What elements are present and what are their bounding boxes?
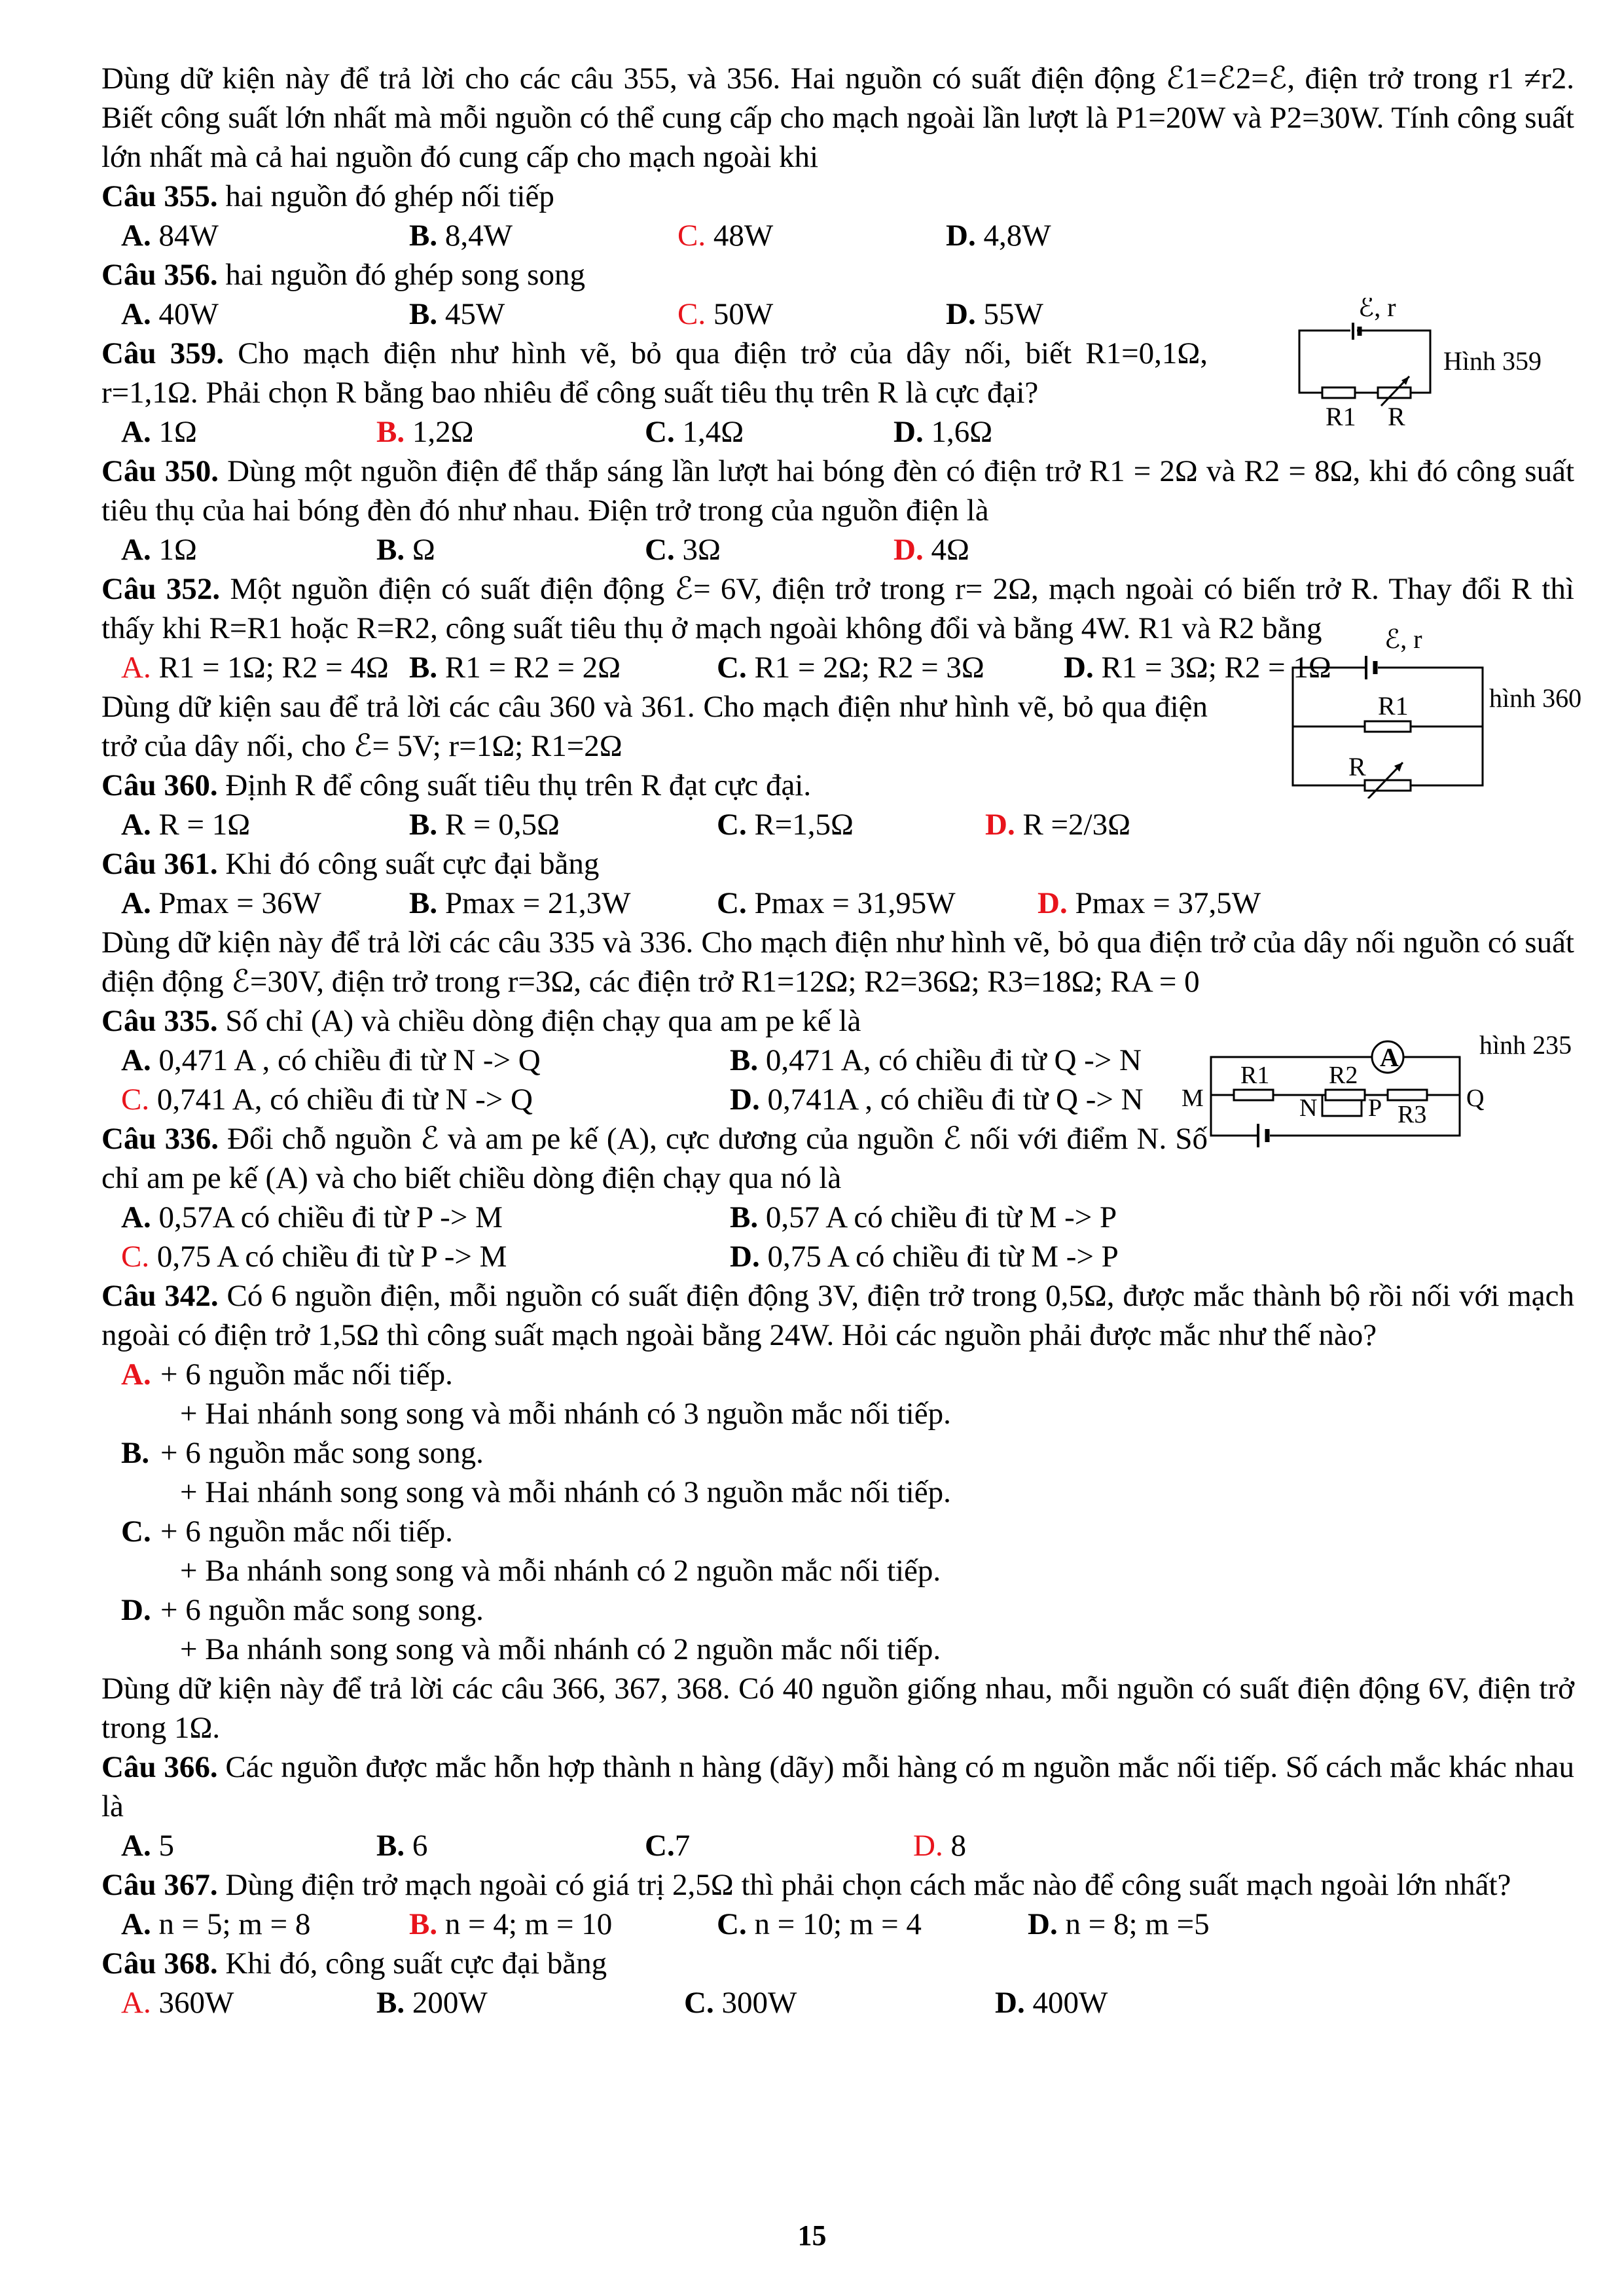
option-d[interactable] bbox=[946, 295, 1240, 334]
option-key: A. bbox=[121, 219, 151, 253]
option-key: B. bbox=[409, 886, 438, 920]
option-text: R1 = 2Ω; R2 = 3Ω bbox=[746, 651, 984, 685]
option-d[interactable] bbox=[946, 216, 1240, 255]
intro-366: Dùng dữ kiện này để trả lời các câu 366, 367, 368. Có 40 nguồn giống nhau, mỗi nguồn có suất điện động 6V, điện trở trong 1Ω. bbox=[101, 1672, 1574, 1745]
option-key: B. bbox=[409, 297, 438, 331]
option-line-1: + 6 nguồn mắc nối tiếp. bbox=[160, 1515, 453, 1549]
option-c[interactable] bbox=[645, 412, 893, 452]
option-line-1: + 6 nguồn mắc song song. bbox=[160, 1436, 484, 1470]
label-r3: R3 bbox=[1398, 1101, 1427, 1128]
question-text: Dùng điện trở mạch ngoài có giá trị 2,5Ω thì phải chọn cách mắc nào để công suất mạch ngoài lớn nhất? bbox=[225, 1868, 1511, 1902]
option-d[interactable] bbox=[1038, 884, 1261, 923]
option-b[interactable] bbox=[376, 1983, 684, 2022]
option-c[interactable] bbox=[121, 1237, 730, 1276]
option-c[interactable] bbox=[101, 1512, 1574, 1590]
question-label: Câu 350. bbox=[101, 454, 219, 488]
question-label: Câu 359. bbox=[101, 336, 225, 370]
question-text: hai nguồn đó ghép nối tiếp bbox=[225, 179, 554, 213]
option-text: n = 8; m =5 bbox=[1057, 1907, 1210, 1941]
question-text: Đổi chỗ nguồn ℰ và am pe kế (A), cực dương của nguồn ℰ nối với điểm N. Số chỉ am pe kế (A) và cho biết chiều dòng điện chạy qua nó là bbox=[101, 1122, 1208, 1195]
option-text: 0,57 A có chiều đi từ M -> P bbox=[758, 1200, 1117, 1234]
caption-360: hình 360 bbox=[1489, 683, 1582, 713]
option-key: C. bbox=[645, 1829, 675, 1863]
question-361 bbox=[101, 844, 1574, 884]
option-key: A. bbox=[121, 1357, 151, 1391]
option-key: C. bbox=[121, 1515, 151, 1549]
option-key: A. bbox=[121, 1043, 151, 1077]
question-367 bbox=[101, 1865, 1574, 1905]
option-text: 200W bbox=[405, 1986, 488, 2020]
option-key: D. bbox=[985, 808, 1015, 842]
option-key: B. bbox=[730, 1043, 759, 1077]
option-key: D. bbox=[995, 1986, 1025, 2020]
resistor-r1 bbox=[1365, 721, 1411, 732]
option-key: A. bbox=[121, 1829, 151, 1863]
option-d[interactable] bbox=[893, 530, 1188, 569]
option-text: Pmax = 36W bbox=[151, 886, 321, 920]
question-342 bbox=[101, 1276, 1574, 1355]
label-r: R bbox=[1388, 402, 1405, 429]
option-key: C. bbox=[677, 297, 706, 331]
option-a[interactable] bbox=[121, 1198, 730, 1237]
intro-360: Dùng dữ kiện sau để trả lời các câu 360 và 361. Cho mạch điện như hình vẽ, bỏ qua điện trở của dây nối, cho ℰ= 5V; r=1Ω; R1=2Ω bbox=[101, 690, 1208, 763]
option-text: n = 4; m = 10 bbox=[437, 1907, 613, 1941]
option-text: 7 bbox=[674, 1829, 691, 1863]
ammeter-label: A bbox=[1380, 1043, 1399, 1072]
option-a[interactable] bbox=[121, 1983, 376, 2022]
question-label: Câu 361. bbox=[101, 847, 218, 881]
option-key: D. bbox=[730, 1083, 760, 1117]
option-key: B. bbox=[409, 1907, 438, 1941]
option-c[interactable] bbox=[717, 805, 985, 844]
option-d[interactable] bbox=[893, 412, 1188, 452]
option-text: 1Ω bbox=[151, 415, 197, 449]
option-text: 55W bbox=[975, 297, 1043, 331]
option-text: Pmax = 37,5W bbox=[1067, 886, 1261, 920]
option-line-1: + 6 nguồn mắc song song. bbox=[160, 1593, 484, 1627]
option-c[interactable] bbox=[717, 648, 1064, 687]
options-366 bbox=[101, 1826, 1574, 1865]
option-d[interactable] bbox=[1028, 1905, 1210, 1944]
option-c[interactable] bbox=[717, 1905, 1028, 1944]
option-text: R1 = 1Ω; R2 = 4Ω bbox=[151, 651, 389, 685]
option-key: C. bbox=[121, 1240, 150, 1274]
intro-335: Dùng dữ kiện này để trả lời các câu 335 và 336. Cho mạch điện như hình vẽ, bỏ qua điện trở của dây nối nguồn có suất điện động ℰ=30V, điện trở trong r=3Ω, các điện trở R1=12Ω; R2=36Ω; R3=18Ω; RA = 0 bbox=[101, 925, 1574, 999]
option-d[interactable] bbox=[913, 1826, 1208, 1865]
option-text: R =2/3Ω bbox=[1015, 808, 1131, 842]
question-text: Khi đó công suất cực đại bằng bbox=[225, 847, 600, 881]
option-text: 1,6Ω bbox=[923, 415, 993, 449]
option-text: n = 10; m = 4 bbox=[746, 1907, 922, 1941]
option-text: 300W bbox=[713, 1986, 797, 2020]
option-key: D. bbox=[946, 219, 976, 253]
question-text: Khi đó, công suất cực đại bằng bbox=[225, 1946, 607, 1981]
option-text: 4Ω bbox=[923, 533, 969, 567]
option-key: D. bbox=[730, 1240, 760, 1274]
option-c[interactable] bbox=[717, 884, 1038, 923]
option-key: B. bbox=[121, 1436, 150, 1470]
option-text: 400W bbox=[1024, 1986, 1108, 2020]
option-b[interactable] bbox=[409, 1905, 717, 1944]
option-text: n = 5; m = 8 bbox=[151, 1907, 311, 1941]
option-c[interactable] bbox=[645, 530, 893, 569]
option-key: B. bbox=[376, 415, 405, 449]
question-text: Một nguồn điện có suất điện động ℰ= 6V, điện trở trong r= 2Ω, mạch ngoài có biến trở R. Thay đổi R thì thấy khi R=R1 hoặc R=R2, công suất tiêu thụ ở mạch ngoài không đổi và bằng 4W. R1 và R2 bằng bbox=[101, 572, 1574, 645]
option-text: 1,4Ω bbox=[674, 415, 744, 449]
option-b[interactable] bbox=[409, 648, 717, 687]
circuit-wire bbox=[1299, 331, 1430, 393]
option-text: 0,741 A, có chiều đi từ N -> Q bbox=[149, 1083, 533, 1117]
question-350 bbox=[101, 452, 1574, 530]
question-355 bbox=[101, 177, 1574, 216]
label-source: ℰ, r bbox=[1358, 298, 1396, 322]
page-number: 15 bbox=[797, 2219, 827, 2251]
option-text: 0,471 A, có chiều đi từ Q -> N bbox=[758, 1043, 1142, 1077]
node-q: Q bbox=[1466, 1085, 1485, 1112]
option-key: C. bbox=[717, 1907, 747, 1941]
option-text: 0,741A , có chiều đi từ Q -> N bbox=[759, 1083, 1144, 1117]
option-c[interactable] bbox=[645, 1826, 913, 1865]
option-key: D. bbox=[1064, 651, 1094, 685]
question-text: Cho mạch điện như hình vẽ, bỏ qua điện trở của dây nối, biết R1=0,1Ω, r=1,1Ω. Phải chọn R bằng bao nhiêu để công suất tiêu thụ trên R là cực đại? bbox=[101, 336, 1208, 410]
option-d[interactable] bbox=[730, 1237, 1339, 1276]
option-line-2: + Ba nhánh song song và mỗi nhánh có 2 nguồn mắc nối tiếp. bbox=[180, 1632, 941, 1666]
option-text: R = 1Ω bbox=[151, 808, 251, 842]
option-text: Pmax = 31,95W bbox=[746, 886, 956, 920]
option-a[interactable] bbox=[121, 216, 409, 255]
option-line-2: + Hai nhánh song song và mỗi nhánh có 3 nguồn mắc nối tiếp. bbox=[180, 1397, 951, 1431]
option-text: Ω bbox=[405, 533, 435, 567]
circuit-360-diagram bbox=[1286, 628, 1600, 798]
option-a[interactable] bbox=[121, 884, 409, 923]
figure-235 bbox=[1172, 1018, 1591, 1168]
option-a[interactable] bbox=[121, 805, 409, 844]
options-361 bbox=[101, 884, 1574, 923]
option-key: C. bbox=[677, 219, 706, 253]
option-key: C. bbox=[121, 1083, 150, 1117]
option-text: 6 bbox=[405, 1829, 428, 1863]
option-text: 8,4W bbox=[437, 219, 513, 253]
question-label: Câu 352. bbox=[101, 572, 221, 606]
option-text: R=1,5Ω bbox=[746, 808, 854, 842]
question-text: Dùng một nguồn điện để thắp sáng lần lượt hai bóng đèn có điện trở R1 = 2Ω và R2 = 8Ω, khi đó công suất tiêu thụ của hai bóng đèn đó như nhau. Điện trở trong của nguồn điện là bbox=[101, 454, 1575, 528]
option-d[interactable] bbox=[985, 805, 1130, 844]
option-a[interactable] bbox=[121, 1041, 730, 1080]
node-n: N bbox=[1299, 1094, 1318, 1122]
option-key: B. bbox=[409, 808, 438, 842]
label-r1: R1 bbox=[1240, 1062, 1270, 1089]
question-label: Câu 356. bbox=[101, 258, 218, 292]
resistor-r1 bbox=[1322, 387, 1355, 398]
label-source: ℰ, r bbox=[1384, 628, 1422, 654]
option-text: 84W bbox=[151, 219, 219, 253]
options-367 bbox=[101, 1905, 1574, 1944]
option-d[interactable] bbox=[995, 1983, 1108, 2022]
options-368 bbox=[101, 1983, 1574, 2022]
question-text: Định R để công suất tiêu thụ trên R đạt cực đại. bbox=[225, 768, 812, 802]
label-r1: R1 bbox=[1378, 691, 1409, 721]
option-key: C. bbox=[717, 808, 747, 842]
question-label: Câu 342. bbox=[101, 1279, 219, 1313]
option-line-2: + Hai nhánh song song và mỗi nhánh có 3 nguồn mắc nối tiếp. bbox=[180, 1475, 951, 1509]
option-b[interactable] bbox=[409, 295, 677, 334]
option-text: 4,8W bbox=[975, 219, 1051, 253]
option-text: 0,57A có chiều đi từ P -> M bbox=[151, 1200, 503, 1234]
resistor-r3 bbox=[1388, 1090, 1427, 1100]
question-text: Số chỉ (A) và chiều dòng điện chạy qua am pe kế là bbox=[225, 1004, 861, 1038]
option-b[interactable] bbox=[376, 412, 645, 452]
option-a[interactable] bbox=[121, 648, 409, 687]
option-key: A. bbox=[121, 533, 151, 567]
option-a[interactable] bbox=[121, 530, 376, 569]
option-text: 5 bbox=[151, 1829, 174, 1863]
option-text: R = 0,5Ω bbox=[437, 808, 560, 842]
option-key: B. bbox=[376, 1986, 405, 2020]
options-336a bbox=[101, 1198, 1574, 1237]
option-a[interactable] bbox=[121, 1826, 376, 1865]
circuit-359-diagram bbox=[1293, 298, 1581, 429]
option-key: A. bbox=[121, 1200, 151, 1234]
label-r1: R1 bbox=[1326, 402, 1356, 429]
option-b[interactable] bbox=[376, 530, 645, 569]
question-366 bbox=[101, 1748, 1574, 1826]
node-m: M bbox=[1182, 1085, 1204, 1112]
question-label: Câu 355. bbox=[101, 179, 218, 213]
question-label: Câu 336. bbox=[101, 1122, 219, 1156]
caption-359: Hình 359 bbox=[1443, 346, 1542, 376]
option-text: 0,471 A , có chiều đi từ N -> Q bbox=[151, 1043, 541, 1077]
option-line-2: + Ba nhánh song song và mỗi nhánh có 2 nguồn mắc nối tiếp. bbox=[180, 1554, 941, 1588]
option-text: 45W bbox=[437, 297, 505, 331]
option-c[interactable] bbox=[121, 1080, 730, 1119]
option-key: D. bbox=[1028, 1907, 1058, 1941]
option-a[interactable] bbox=[121, 1905, 409, 1944]
label-r: R bbox=[1348, 752, 1366, 781]
option-key: D. bbox=[893, 533, 924, 567]
question-text: Có 6 nguồn điện, mỗi nguồn có suất điện động 3V, điện trở trong 0,5Ω, được mắc thành bộ rồi nối với mạch ngoài có điện trở 1,5Ω thì công suất mạch ngoài bằng 24W. Hỏi các nguồn phải được mắc như thế nào? bbox=[101, 1279, 1575, 1352]
option-text: 50W bbox=[706, 297, 774, 331]
option-text: 1,2Ω bbox=[405, 415, 474, 449]
options-360 bbox=[101, 805, 1574, 844]
option-key: B. bbox=[409, 219, 438, 253]
option-b[interactable] bbox=[409, 216, 677, 255]
option-text: R1 = R2 = 2Ω bbox=[437, 651, 621, 685]
question-368 bbox=[101, 1944, 1574, 1983]
option-key: C. bbox=[717, 651, 747, 685]
option-key: D. bbox=[913, 1829, 943, 1863]
question-label: Câu 360. bbox=[101, 768, 218, 802]
option-b[interactable] bbox=[101, 1433, 1574, 1512]
option-text: 0,75 A có chiều đi từ M -> P bbox=[759, 1240, 1119, 1274]
option-c[interactable] bbox=[677, 295, 946, 334]
option-text: 48W bbox=[706, 219, 774, 253]
question-label: Câu 335. bbox=[101, 1004, 218, 1038]
question-label: Câu 367. bbox=[101, 1868, 218, 1902]
option-key: A. bbox=[121, 1907, 151, 1941]
option-text: R1 = 3Ω; R2 = 1Ω bbox=[1093, 651, 1331, 685]
options-350 bbox=[101, 530, 1574, 569]
caption-235: hình 235 bbox=[1479, 1030, 1572, 1060]
option-text: Pmax = 21,3W bbox=[437, 886, 631, 920]
option-key: C. bbox=[684, 1986, 714, 2020]
figure-360 bbox=[1286, 628, 1600, 798]
option-key: D. bbox=[1038, 886, 1068, 920]
option-text: 1Ω bbox=[151, 533, 197, 567]
option-b[interactable] bbox=[730, 1198, 1339, 1237]
resistor-r1 bbox=[1234, 1090, 1273, 1100]
option-b[interactable] bbox=[376, 1826, 645, 1865]
options-336b bbox=[101, 1237, 1574, 1276]
option-key: C. bbox=[645, 415, 675, 449]
option-c[interactable] bbox=[684, 1983, 995, 2022]
question-356 bbox=[101, 255, 1574, 295]
figure-359 bbox=[1293, 298, 1581, 429]
option-key: B. bbox=[376, 533, 405, 567]
option-key: D. bbox=[121, 1593, 151, 1627]
option-key: A. bbox=[121, 415, 151, 449]
option-d[interactable] bbox=[101, 1590, 1574, 1669]
label-r2: R2 bbox=[1329, 1062, 1358, 1089]
option-key: B. bbox=[376, 1829, 405, 1863]
question-label: Câu 366. bbox=[101, 1750, 218, 1784]
option-key: B. bbox=[730, 1200, 759, 1234]
resistor-r2 bbox=[1326, 1090, 1365, 1100]
option-key: C. bbox=[645, 533, 675, 567]
option-key: A. bbox=[121, 886, 151, 920]
question-text: hai nguồn đó ghép song song bbox=[225, 258, 585, 292]
node-p: P bbox=[1368, 1094, 1382, 1122]
option-c[interactable] bbox=[677, 216, 946, 255]
option-a[interactable] bbox=[101, 1355, 1574, 1433]
intro-355: Dùng dữ kiện này để trả lời cho các câu 355, và 356. Hai nguồn có suất điện động ℰ1=ℰ2=ℰ, điện trở trong r1 ≠r2. Biết công suất lớn nhất mà mỗi nguồn có thể cung cấp cho mạch ngoài lần lượt là P1=20W và P2=30W. Tính công suất lớn nhất mà cả hai nguồn đó cung cấp cho mạch ngoài khi bbox=[101, 62, 1574, 174]
option-key: A. bbox=[121, 808, 151, 842]
option-key: A. bbox=[121, 651, 151, 685]
option-text: 0,75 A có chiều đi từ P -> M bbox=[149, 1240, 507, 1274]
option-line-1: + 6 nguồn mắc nối tiếp. bbox=[160, 1357, 453, 1391]
circuit-235-diagram bbox=[1172, 1018, 1591, 1168]
option-text: 3Ω bbox=[674, 533, 721, 567]
option-key: D. bbox=[946, 297, 976, 331]
option-key: D. bbox=[893, 415, 924, 449]
option-key: A. bbox=[121, 297, 151, 331]
options-355 bbox=[101, 216, 1574, 255]
option-a[interactable] bbox=[121, 412, 376, 452]
option-text: 8 bbox=[943, 1829, 966, 1863]
option-key: B. bbox=[409, 651, 438, 685]
option-a[interactable] bbox=[121, 295, 409, 334]
option-key: C. bbox=[717, 886, 747, 920]
option-b[interactable] bbox=[409, 805, 717, 844]
question-text: Các nguồn được mắc hỗn hợp thành n hàng (dãy) mỗi hàng có m nguồn mắc nối tiếp. Số cách mắc khác nhau là bbox=[101, 1750, 1574, 1823]
question-label: Câu 368. bbox=[101, 1946, 218, 1981]
option-text: 360W bbox=[151, 1986, 234, 2020]
option-b[interactable] bbox=[409, 884, 717, 923]
option-key: A. bbox=[121, 1986, 151, 2020]
option-text: 40W bbox=[151, 297, 219, 331]
rheostat-r bbox=[1365, 780, 1411, 791]
